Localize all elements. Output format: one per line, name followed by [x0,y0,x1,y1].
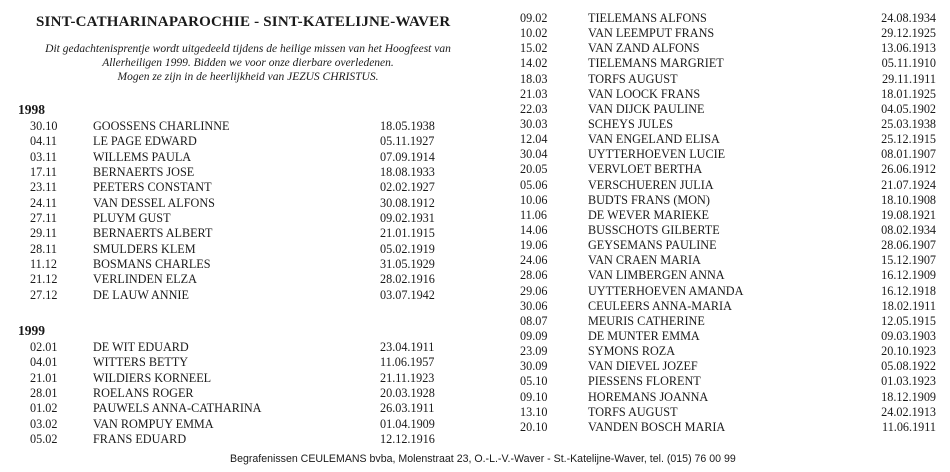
birth-date: 18.05.1938 [380,119,435,133]
death-date: 17.11 [30,165,57,180]
death-date: 22.03 [520,101,548,116]
list-item [18,150,458,165]
death-date: 14.02 [520,56,548,71]
list-item [516,132,946,147]
birth-date: 03.07.1942 [380,287,435,302]
list-item [18,432,458,447]
person-name: VAN DIEVEL JOZEF [588,359,698,374]
birth-date: 18.10.1908 [881,192,936,207]
person-name: FRANS EDUARD [93,432,187,447]
year-section-1999 [18,322,458,447]
birth-date: 18.02.1911 [881,298,936,313]
birth-date: 11.06.1957 [380,355,435,370]
birth-date: 29.12.1925 [881,26,936,41]
death-date: 05.02 [30,432,58,447]
year-section-1998 [18,101,458,303]
list-item [18,386,458,401]
list-item [516,359,946,374]
person-name: DE WEVER MARIEKE [588,207,709,222]
list-item [18,242,458,257]
birth-date: 02.02.1927 [380,180,435,195]
right-column-list [516,11,946,435]
birth-date: 26.06.1912 [881,162,936,177]
birth-date: 21.11.1923 [380,370,435,385]
birth-date: 08.01.1907 [881,147,936,162]
list-item [516,56,946,71]
person-name: VERLINDEN ELZA [93,272,197,287]
intro-text [18,42,478,84]
list-item [18,288,458,303]
list-item [18,401,458,416]
person-name: VAN DESSEL ALFONS [93,195,215,210]
birth-date: 15.12.1907 [881,253,936,268]
death-date: 11.06 [520,207,547,222]
list-item [18,180,458,195]
person-name: TIELEMANS MARGRIET [588,56,724,71]
year-heading: 1999 [18,323,45,338]
birth-date: 16.12.1918 [881,283,936,298]
birth-date: 08.02.1934 [881,222,936,237]
birth-date: 21.01.1915 [380,226,435,241]
birth-date: 01.03.1923 [881,374,936,389]
list-item [18,211,458,226]
list-item [516,238,946,253]
person-name: VERSCHUEREN JULIA [588,177,714,192]
list-item [18,196,458,211]
person-name: PAUWELS ANNA-CATHARINA [93,401,262,416]
list-item [516,72,946,87]
death-date: 19.06 [520,238,548,253]
birth-date: 12.12.1916 [380,432,435,447]
death-date: 28.01 [30,386,58,401]
birth-date: 05.11.1910 [881,56,936,71]
list-item [516,26,946,41]
death-date: 05.10 [520,374,548,389]
birth-date: 13.06.1913 [881,41,936,56]
birth-date: 21.07.1924 [881,177,936,192]
person-name: GEYSEMANS PAULINE [588,238,717,253]
death-date: 05.06 [520,177,548,192]
birth-date: 18.12.1909 [881,389,936,404]
death-date: 04.01 [30,355,58,370]
death-date: 09.10 [520,389,548,404]
death-date: 03.11 [30,149,57,164]
person-name: BERNAERTS ALBERT [93,226,213,241]
person-name: TORFS AUGUST [588,71,678,86]
birth-date: 20.10.1923 [881,344,936,359]
birth-date: 12.05.1915 [881,313,936,328]
birth-date: 28.06.1907 [881,238,936,253]
person-name: VAN ZAND ALFONS [588,41,700,56]
list-item [18,340,458,355]
birth-date: 31.05.1929 [380,257,435,272]
birth-date: 28.02.1916 [380,272,435,287]
birth-date: 11.06.1911 [882,419,936,434]
intro-line: Dit gedachtenisprentje wordt uitgedeeld tijdens de heilige missen van het Hoogfeest van [45,43,451,55]
person-name: SCHEYS JULES [588,116,673,131]
person-name: WITTERS BETTY [93,355,189,370]
birth-date: 07.09.1914 [380,149,435,164]
list-item [516,87,946,102]
death-date: 04.11 [30,134,57,149]
list-item [18,272,458,287]
year-heading: 1998 [18,102,45,117]
page-title: SINT-CATHARINAPAROCHIE - SINT-KATELIJNE-WAVER [36,14,451,30]
person-name: PLUYM GUST [93,211,171,226]
death-date: 29.11 [30,226,57,241]
list-item [516,284,946,299]
footer-text: Begrafenissen CEULEMANS bvba, Molenstraat 23, O.-L.-V.-Waver - St.-Katelijne-Waver, tel. (015) 76 00 99 [230,453,736,465]
person-name: UYTTERHOEVEN AMANDA [588,283,744,298]
list-item [516,147,946,162]
person-name: TORFS AUGUST [588,404,678,419]
death-date: 27.11 [30,211,57,226]
death-date: 27.12 [30,287,58,302]
person-name: SMULDERS KLEM [93,241,196,256]
birth-date: 25.12.1915 [881,132,936,147]
death-date: 20.10 [520,419,548,434]
person-name: TIELEMANS ALFONS [588,11,707,25]
death-date: 01.02 [30,401,58,416]
person-name: BERNAERTS JOSE [93,165,195,180]
person-name: UYTTERHOEVEN LUCIE [588,147,726,162]
person-name: VAN LEEMPUT FRANS [588,26,715,41]
death-date: 13.10 [520,404,548,419]
list-item [516,329,946,344]
birth-date: 24.02.1913 [881,404,936,419]
person-name: BOSMANS CHARLES [93,257,211,272]
list-item [516,420,946,435]
death-date: 02.01 [30,340,58,354]
death-date: 30.10 [30,119,58,133]
death-date: 30.04 [520,147,548,162]
person-name: DE WIT EDUARD [93,340,189,354]
death-date: 14.06 [520,222,548,237]
birth-date: 01.04.1909 [380,416,435,431]
person-name: WILLEMS PAULA [93,149,192,164]
list-item [516,41,946,56]
birth-date: 29.11.1911 [882,71,936,86]
person-name: CEULEERS ANNA-MARIA [588,298,732,313]
person-name: VAN LOOCK FRANS [588,86,701,101]
death-date: 23.09 [520,344,548,359]
list-item [516,374,946,389]
birth-date: 05.02.1919 [380,241,435,256]
death-date: 11.12 [30,257,57,272]
list-item [516,223,946,238]
person-name: LE PAGE EDWARD [93,134,197,149]
person-name: PIESSENS FLORENT [588,374,701,389]
birth-date: 05.11.1927 [380,134,435,149]
list-item [516,299,946,314]
person-name: DE MUNTER EMMA [588,328,700,343]
person-name: ROELANS ROGER [93,386,194,401]
list-item [18,134,458,149]
death-date: 10.06 [520,192,548,207]
death-date: 28.06 [520,268,548,283]
birth-date: 18.01.1925 [881,86,936,101]
death-date: 21.12 [30,272,58,287]
death-date: 23.11 [30,180,57,195]
person-name: VAN ENGELAND ELISA [588,132,720,147]
birth-date: 26.03.1911 [380,401,435,416]
list-item [516,11,946,26]
death-date: 18.03 [520,71,548,86]
death-date: 09.02 [520,11,548,25]
list-item [516,405,946,420]
list-item [18,165,458,180]
death-date: 09.09 [520,328,548,343]
death-date: 29.06 [520,283,548,298]
person-name: DE LAUW ANNIE [93,287,189,302]
death-date: 10.02 [520,26,548,41]
intro-line: Mogen ze zijn in de heerlijkheid van JEZUS CHRISTUS. [117,71,379,83]
person-name: VAN LIMBERGEN ANNA [588,268,725,283]
person-name: HOREMANS JOANNA [588,389,709,404]
person-name: WILDIERS KORNEEL [93,370,212,385]
person-name: SYMONS ROZA [588,344,676,359]
birth-date: 24.08.1934 [881,11,936,25]
list-item [516,102,946,117]
list-item [516,344,946,359]
death-date: 24.06 [520,253,548,268]
person-name: MEURIS CATHERINE [588,313,705,328]
person-name: PEETERS CONSTANT [93,180,212,195]
birth-date: 05.08.1922 [881,359,936,374]
birth-date: 23.04.1911 [380,340,435,354]
person-name: VAN ROMPUY EMMA [93,416,214,431]
birth-date: 09.03.1903 [881,328,936,343]
list-item [18,257,458,272]
death-date: 30.03 [520,116,548,131]
person-name: VERVLOET BERTHA [588,162,703,177]
intro-line: Allerheiligen 1999. Bidden we voor onze dierbare overledenen. [102,57,394,69]
person-name: VAN CRAEN MARIA [588,253,701,268]
death-date: 21.01 [30,370,58,385]
death-date: 03.02 [30,416,58,431]
birth-date: 09.02.1931 [380,211,435,226]
death-date: 21.03 [520,86,548,101]
death-date: 08.07 [520,313,548,328]
list-item [18,226,458,241]
person-name: GOOSSENS CHARLINNE [93,119,230,133]
death-date: 30.09 [520,359,548,374]
list-item [18,417,458,432]
list-item [516,178,946,193]
death-date: 28.11 [30,241,57,256]
list-item [516,253,946,268]
birth-date: 30.08.1912 [380,195,435,210]
person-name: VAN DIJCK PAULINE [588,101,705,116]
list-item [18,119,458,134]
birth-date: 20.03.1928 [380,386,435,401]
list-item [516,390,946,405]
death-date: 15.02 [520,41,548,56]
death-date: 20.05 [520,162,548,177]
list-item [516,208,946,223]
list-item [516,268,946,283]
death-date: 12.04 [520,132,548,147]
birth-date: 16.12.1909 [881,268,936,283]
birth-date: 25.03.1938 [881,116,936,131]
person-name: BUSSCHOTS GILBERTE [588,222,720,237]
list-item [18,355,458,370]
list-item [516,117,946,132]
list-item [516,193,946,208]
list-item [516,314,946,329]
list-item [18,371,458,386]
birth-date: 18.08.1933 [380,165,435,180]
birth-date: 04.05.1902 [881,101,936,116]
birth-date: 19.08.1921 [881,207,936,222]
person-name: BUDTS FRANS (MON) [588,192,710,207]
death-date: 24.11 [30,195,57,210]
death-date: 30.06 [520,298,548,313]
list-item [516,162,946,177]
person-name: VANDEN BOSCH MARIA [588,419,726,434]
